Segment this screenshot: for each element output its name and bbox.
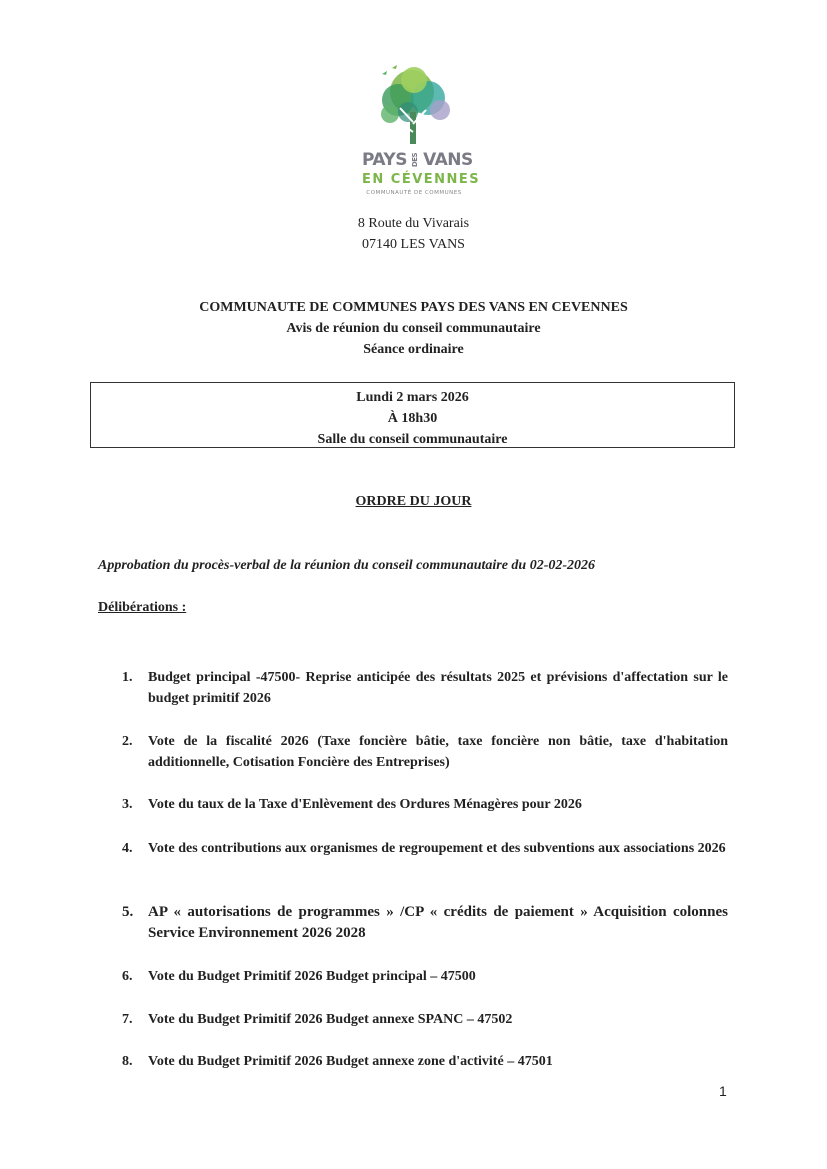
document-title: COMMUNAUTE DE COMMUNES PAYS DES VANS EN CEVENNES [199,300,628,315]
deliberations-label: Délibérations : [98,600,187,615]
document-subtitle: Avis de réunion du conseil communautaire [286,321,541,336]
meeting-place: Salle du conseil communautaire [317,432,508,447]
agenda-item-text: Vote des contributions aux organismes de regroupement et des subventions aux associations 2026 [148,841,726,856]
agenda-item-number: 1. [122,670,133,685]
agenda-item-number: 6. [122,969,133,984]
address-city: 07140 LES VANS [362,237,465,252]
agenda-item-text: Vote du taux de la Taxe d'Enlèvement des Ordures Ménagères pour 2026 [148,797,582,812]
agenda-item [122,794,728,815]
page-number: 1 [719,1083,727,1099]
agenda-item-number: 2. [122,734,133,749]
agenda-item [122,1051,728,1072]
address-street: 8 Route du Vivarais [357,216,470,231]
agenda-item-number: 5. [122,904,134,920]
agenda-item-text: Vote de la fiscalité 2026 (Taxe foncière bâtie, taxe foncière non bâtie, taxe d'habitation additionnelle, Cotisation Foncière des Entreprises) [148,734,728,770]
meeting-time: À 18h30 [387,411,438,426]
meeting-info-box [90,382,735,448]
agenda-item-text: Vote du Budget Primitif 2026 Budget annexe zone d'activité – 47501 [148,1054,553,1069]
agenda-item [122,1009,728,1030]
agenda-item-text: AP « autorisations de programmes » /CP « crédits de paiement » Acquisition colonnes Service Environnement 2026 2028 [148,904,728,941]
agenda-item-text: Budget principal -47500- Reprise anticipée des résultats 2025 et prévisions d'affectation sur le budget primitif 2026 [148,670,728,706]
agenda-item [122,902,728,944]
agenda-item [122,667,728,709]
approval-line: Approbation du procès-verbal de la réunion du conseil communautaire du 02-02-2026 [98,558,596,573]
tree-logo-icon [362,62,466,148]
agenda-title: ORDRE DU JOUR [355,494,472,509]
agenda-item-number: 8. [122,1054,133,1069]
logo-tagline: COMMUNAUTÉ DE COMMUNES [366,190,462,196]
agenda-item-text: Vote du Budget Primitif 2026 Budget principal – 47500 [148,969,476,984]
meeting-date: Lundi 2 mars 2026 [356,390,469,405]
session-type: Séance ordinaire [363,342,464,357]
logo [352,62,481,202]
agenda-item-text: Vote du Budget Primitif 2026 Budget annexe SPANC – 47502 [148,1012,513,1027]
agenda-item-number: 7. [122,1012,133,1027]
agenda-item-number: 4. [122,841,133,856]
agenda-item [122,731,728,773]
logo-title: PAYS DES VANS [362,150,473,170]
agenda-item [122,966,728,987]
agenda-item-number: 3. [122,797,133,812]
logo-subtitle: EN CÉVENNES [362,172,481,187]
agenda-item [122,838,728,859]
